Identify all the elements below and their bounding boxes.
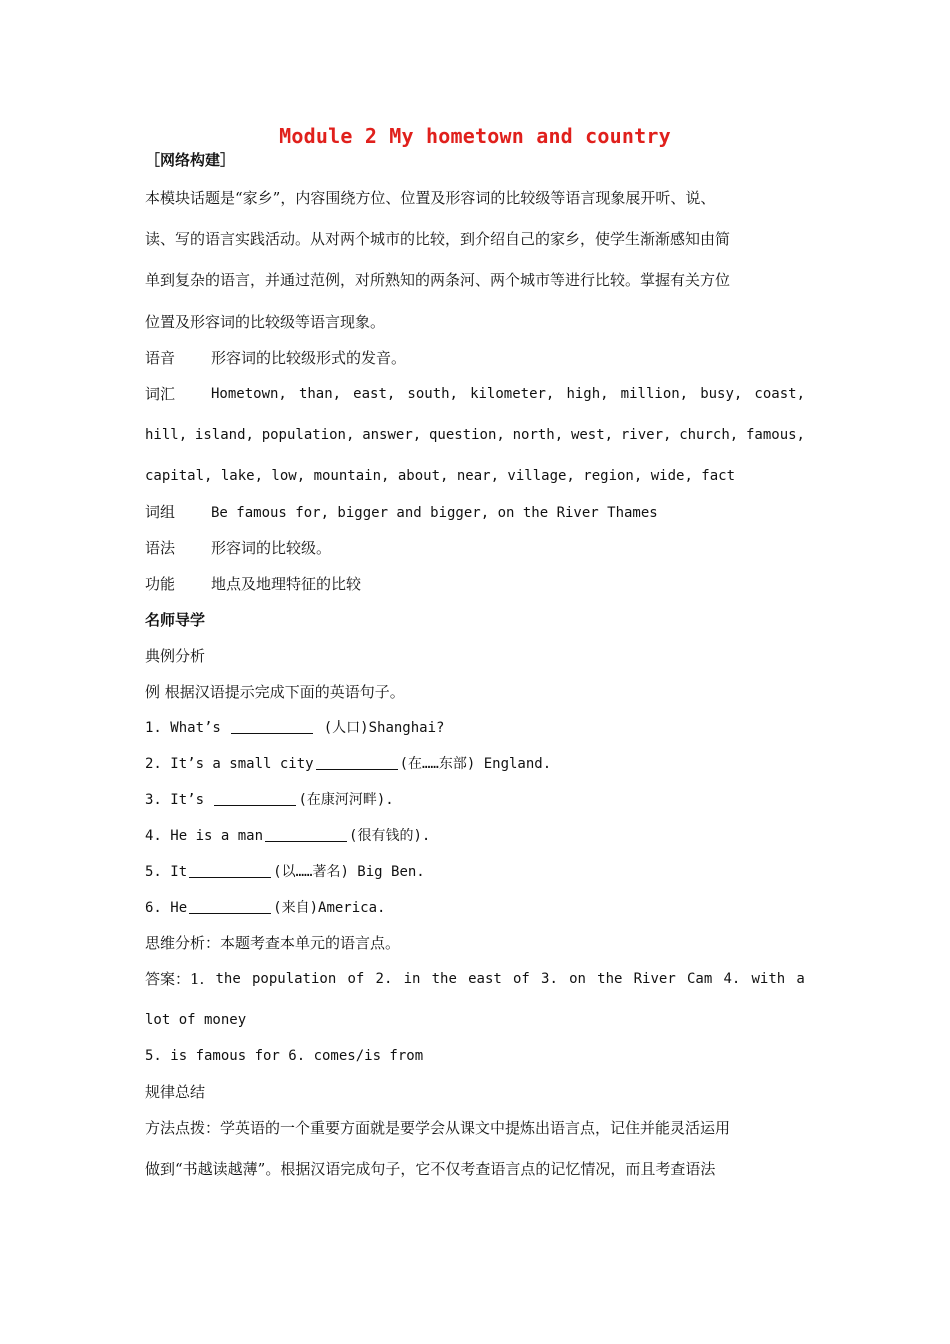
question-2 xyxy=(145,754,551,774)
example-instruction: 例 根据汉语提示完成下面的英语句子。 xyxy=(145,683,405,701)
answer-blank xyxy=(316,755,398,770)
question-hint: (很有钱的). xyxy=(349,828,431,844)
vocab-word: famous, xyxy=(745,427,805,443)
question-5 xyxy=(145,862,425,882)
question-1 xyxy=(145,718,444,738)
answer-token: 4. xyxy=(723,971,741,987)
function-label: 功能 xyxy=(145,575,176,593)
answer-token: of xyxy=(347,971,365,987)
answer-blank xyxy=(189,863,271,878)
grammar-text: 形容词的比较级。 xyxy=(211,539,332,557)
function-row xyxy=(145,574,361,594)
question-text: 6. He xyxy=(145,900,188,916)
answer-token: of xyxy=(513,971,530,987)
vocab-word: east, xyxy=(353,386,396,402)
answer-blank xyxy=(189,899,271,914)
vocab-word: river, xyxy=(620,427,672,443)
question-hint: (来自)America. xyxy=(273,900,386,916)
vocab-word: church, xyxy=(679,427,739,443)
vocab-label: 词汇 xyxy=(145,385,176,403)
phrases-text: Be famous for, bigger and bigger, on the River Thames xyxy=(211,505,658,521)
question-3 xyxy=(145,790,394,810)
question-hint: (以……著名) Big Ben. xyxy=(273,864,425,880)
vocab-word: west, xyxy=(570,427,614,443)
section-network-heading: ［网络构建］ xyxy=(145,151,236,169)
question-text: 5. It xyxy=(145,864,188,880)
intro-line-2: 读、写的语言实践活动。从对两个城市的比较，到介绍自己的家乡，使学生渐渐感知由简 xyxy=(145,230,731,248)
module-title: Module 2 My hometown and country xyxy=(279,124,671,148)
question-6 xyxy=(145,898,385,918)
question-hint: (在……东部) England. xyxy=(399,756,552,772)
answer-token: on xyxy=(569,971,586,987)
teacher-guide-heading: 名师导学 xyxy=(145,611,206,629)
question-text: 4. He is a man xyxy=(145,828,264,844)
answer-token: in xyxy=(403,971,421,987)
question-hint: (人口)Shanghai? xyxy=(315,720,445,736)
grammar-row xyxy=(145,538,331,558)
answer-token: 答案：1. xyxy=(145,970,205,988)
vocab-word: question, xyxy=(428,427,505,443)
vocab-line-3: capital, lake, low, mountain, about, near, village, region, wide, fact xyxy=(145,468,736,484)
answer-token: River xyxy=(633,971,676,987)
vocab-word: north, xyxy=(512,427,564,443)
question-4 xyxy=(145,826,430,846)
thinking-analysis: 思维分析：本题考查本单元的语言点。 xyxy=(145,934,401,952)
answer-line-2: lot of money xyxy=(145,1012,247,1028)
vocab-line-1 xyxy=(211,384,805,404)
answer-token: population xyxy=(251,971,337,987)
intro-line-3: 单到复杂的语言，并通过范例，对所熟知的两条河、两个城市等进行比较。掌握有关方位 xyxy=(145,271,731,289)
answer-token: the xyxy=(431,971,457,987)
vocab-word: Hometown, xyxy=(211,386,287,402)
function-text: 地点及地理特征的比较 xyxy=(211,575,362,593)
pronunciation-text: 形容词的比较级形式的发音。 xyxy=(211,349,407,367)
answer-token: the xyxy=(215,971,241,987)
vocab-word: kilometer, xyxy=(470,386,555,402)
pronunciation-row xyxy=(145,348,406,368)
vocab-word: answer, xyxy=(362,427,422,443)
answer-token: the xyxy=(597,971,623,987)
summary-line-1: 方法点拨：学英语的一个重要方面就是要学会从课文中提炼出语言点，记住并能灵活运用 xyxy=(145,1119,731,1137)
answer-token: a xyxy=(796,971,805,987)
answer-token: 3. xyxy=(541,971,558,987)
vocab-word: busy, xyxy=(700,386,743,402)
phrases-label: 词组 xyxy=(145,503,176,521)
intro-line-4: 位置及形容词的比较级等语言现象。 xyxy=(145,313,386,331)
vocab-word: island, xyxy=(194,427,254,443)
answer-token: 2. xyxy=(375,971,393,987)
intro-line-1: 本模块话题是“家乡”，内容围绕方位、位置及形容词的比较级等语言现象展开听、说、 xyxy=(145,189,716,207)
vocab-word: south, xyxy=(407,386,458,402)
vocab-word: high, xyxy=(566,386,609,402)
vocab-word: coast, xyxy=(754,386,805,402)
grammar-label: 语法 xyxy=(145,539,176,557)
phrases-row xyxy=(145,502,658,523)
vocab-row-1 xyxy=(145,384,805,404)
answer-line-1 xyxy=(145,969,805,989)
vocab-word: million, xyxy=(620,386,689,402)
question-text: 2. It’s a small city xyxy=(145,756,314,772)
vocab-word: than, xyxy=(298,386,342,402)
example-analysis-heading: 典例分析 xyxy=(145,647,206,665)
answer-blank xyxy=(231,719,313,734)
answer-token: east xyxy=(468,971,502,987)
vocab-word: population, xyxy=(261,427,355,443)
pronunciation-label: 语音 xyxy=(145,349,176,367)
vocab-word: hill, xyxy=(145,427,188,443)
summary-line-2: 做到“书越读越薄”。根据汉语完成句子，它不仅考查语言点的记忆情况，而且考查语法 xyxy=(145,1160,716,1178)
question-text: 3. It’s xyxy=(145,792,213,808)
answer-blank xyxy=(214,791,296,806)
answer-token: Cam xyxy=(686,971,713,987)
summary-heading: 规律总结 xyxy=(145,1083,206,1101)
vocab-line-2 xyxy=(145,425,805,445)
question-hint: (在康河河畔). xyxy=(298,792,394,808)
question-text: 1. What’s xyxy=(145,720,230,736)
answer-line-3: 5. is famous for 6. comes/is from xyxy=(145,1048,424,1064)
answer-blank xyxy=(265,827,347,842)
answer-token: with xyxy=(751,971,786,987)
